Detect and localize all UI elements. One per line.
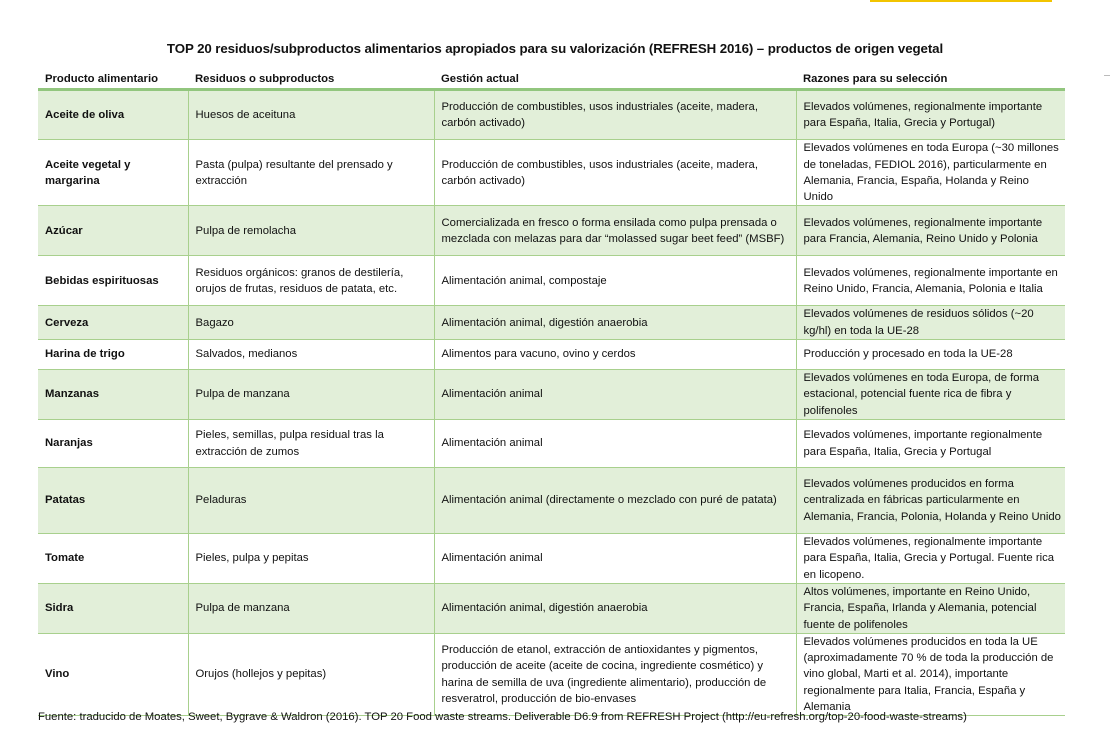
- cell-management: Alimentación animal, digestión anaerobia: [434, 583, 796, 633]
- cell-management: Alimentación animal, digestión anaerobia: [434, 306, 796, 340]
- header-waste: Residuos o subproductos: [188, 70, 434, 90]
- cell-reasons: Elevados volúmenes de residuos sólidos (~20 kg/hl) en toda la UE-28: [796, 306, 1065, 340]
- cell-waste: Pulpa de manzana: [188, 370, 434, 420]
- cell-product: Aceite vegetal y margarina: [38, 140, 188, 206]
- cell-product: Naranjas: [38, 420, 188, 468]
- cell-management: Producción de etanol, extracción de antioxidantes y pigmentos, producción de aceite (aceite de cocina, ingrediente cosmético) y harina de semilla de uva (ingrediente alimentario), producción de resveratrol, producción de bio-envases: [434, 633, 796, 715]
- cell-waste: Orujos (hollejos y pepitas): [188, 633, 434, 715]
- cell-reasons: Elevados volúmenes, regionalmente importante para Francia, Alemania, Reino Unido y Polonia: [796, 206, 1065, 256]
- cell-product: Harina de trigo: [38, 340, 188, 370]
- cell-reasons: Elevados volúmenes en toda Europa, de forma estacional, potencial fuente rica de fibra y polifenoles: [796, 370, 1065, 420]
- cell-product: Sidra: [38, 583, 188, 633]
- header-management: Gestión actual: [434, 70, 796, 90]
- table-row: [38, 206, 1065, 256]
- cell-management: Alimentación animal: [434, 420, 796, 468]
- cell-reasons: Elevados volúmenes, regionalmente importante para España, Italia, Grecia y Portugal. Fuente rica en licopeno.: [796, 534, 1065, 584]
- table-row: [38, 256, 1065, 306]
- cell-product: Azúcar: [38, 206, 188, 256]
- table-header-row: [38, 70, 1065, 90]
- table-row: [38, 534, 1065, 584]
- table-row: [38, 633, 1065, 715]
- table-title: TOP 20 residuos/subproductos alimentarios apropiados para su valorización (REFRESH 2016) – productos de origen vegetal: [166, 41, 944, 56]
- cell-waste: Pieles, pulpa y pepitas: [188, 534, 434, 584]
- cell-waste: Huesos de aceituna: [188, 90, 434, 140]
- header-product: Producto alimentario: [38, 70, 188, 90]
- cell-waste: Pulpa de remolacha: [188, 206, 434, 256]
- cell-product: Aceite de oliva: [38, 90, 188, 140]
- table-row: [38, 140, 1065, 206]
- cell-management: Alimentación animal (directamente o mezclado con puré de patata): [434, 468, 796, 534]
- cell-reasons: Elevados volúmenes, regionalmente importante para España, Italia, Grecia y Portugal): [796, 90, 1065, 140]
- cell-management: Alimentación animal: [434, 370, 796, 420]
- cell-product: Cerveza: [38, 306, 188, 340]
- cell-management: Alimentación animal, compostaje: [434, 256, 796, 306]
- cell-reasons: Elevados volúmenes, importante regionalmente para España, Italia, Grecia y Portugal: [796, 420, 1065, 468]
- cell-product: Vino: [38, 633, 188, 715]
- table-row: [38, 306, 1065, 340]
- table-row: [38, 468, 1065, 534]
- cell-waste: Pieles, semillas, pulpa residual tras la extracción de zumos: [188, 420, 434, 468]
- cell-product: Manzanas: [38, 370, 188, 420]
- top-highlight-bar: [870, 0, 1052, 2]
- table-row: [38, 583, 1065, 633]
- cell-reasons: Elevados volúmenes producidos en toda la UE (aproximadamente 70 % de toda la producción de vino global, Marti et al. 2014), importante regionalmente para Italia, Francia, España y Alemania: [796, 633, 1065, 715]
- cell-reasons: Elevados volúmenes producidos en forma centralizada en fábricas particularmente en Alemania, Francia, Polonia, Holanda y Reino Unido: [796, 468, 1065, 534]
- cell-product: Bebidas espirituosas: [38, 256, 188, 306]
- cell-product: Patatas: [38, 468, 188, 534]
- food-waste-table: [38, 70, 1065, 716]
- table-row: [38, 420, 1065, 468]
- cell-management: Comercializada en fresco o forma ensilada como pulpa prensada o mezclada con melazas para dar “molassed sugar beet feed” (MSBF): [434, 206, 796, 256]
- cell-management: Alimentación animal: [434, 534, 796, 584]
- cell-management: Alimentos para vacuno, ovino y cerdos: [434, 340, 796, 370]
- cell-waste: Bagazo: [188, 306, 434, 340]
- table-row: [38, 340, 1065, 370]
- cell-waste: Pulpa de manzana: [188, 583, 434, 633]
- table-row: [38, 370, 1065, 420]
- source-footnote: Fuente: traducido de Moates, Sweet, Bygrave & Waldron (2016). TOP 20 Food waste streams. Deliverable D6.9 from REFRESH Project (http://eu-refresh.org/top-20-food-waste-streams): [38, 711, 967, 723]
- cell-management: Producción de combustibles, usos industriales (aceite, madera, carbón activado): [434, 90, 796, 140]
- cell-waste: Pasta (pulpa) resultante del prensado y extracción: [188, 140, 434, 206]
- cell-waste: Salvados, medianos: [188, 340, 434, 370]
- cell-waste: Peladuras: [188, 468, 434, 534]
- cell-reasons: Altos volúmenes, importante en Reino Unido, Francia, España, Irlanda y Alemania, potencial fuente de polifenoles: [796, 583, 1065, 633]
- table-row: [38, 90, 1065, 140]
- header-reasons: Razones para su selección: [796, 70, 1065, 90]
- cell-waste: Residuos orgánicos: granos de destilería, orujos de frutas, residuos de patata, etc.: [188, 256, 434, 306]
- cell-management: Producción de combustibles, usos industriales (aceite, madera, carbón activado): [434, 140, 796, 206]
- cell-reasons: Producción y procesado en toda la UE-28: [796, 340, 1065, 370]
- cell-reasons: Elevados volúmenes en toda Europa (~30 millones de toneladas, FEDIOL 2016), particularmente en Alemania, Francia, España, Holanda y Reino Unido: [796, 140, 1065, 206]
- cell-product: Tomate: [38, 534, 188, 584]
- page-edge-mark: [1104, 75, 1110, 76]
- cell-reasons: Elevados volúmenes, regionalmente importante en Reino Unido, Francia, Alemania, Polonia e Italia: [796, 256, 1065, 306]
